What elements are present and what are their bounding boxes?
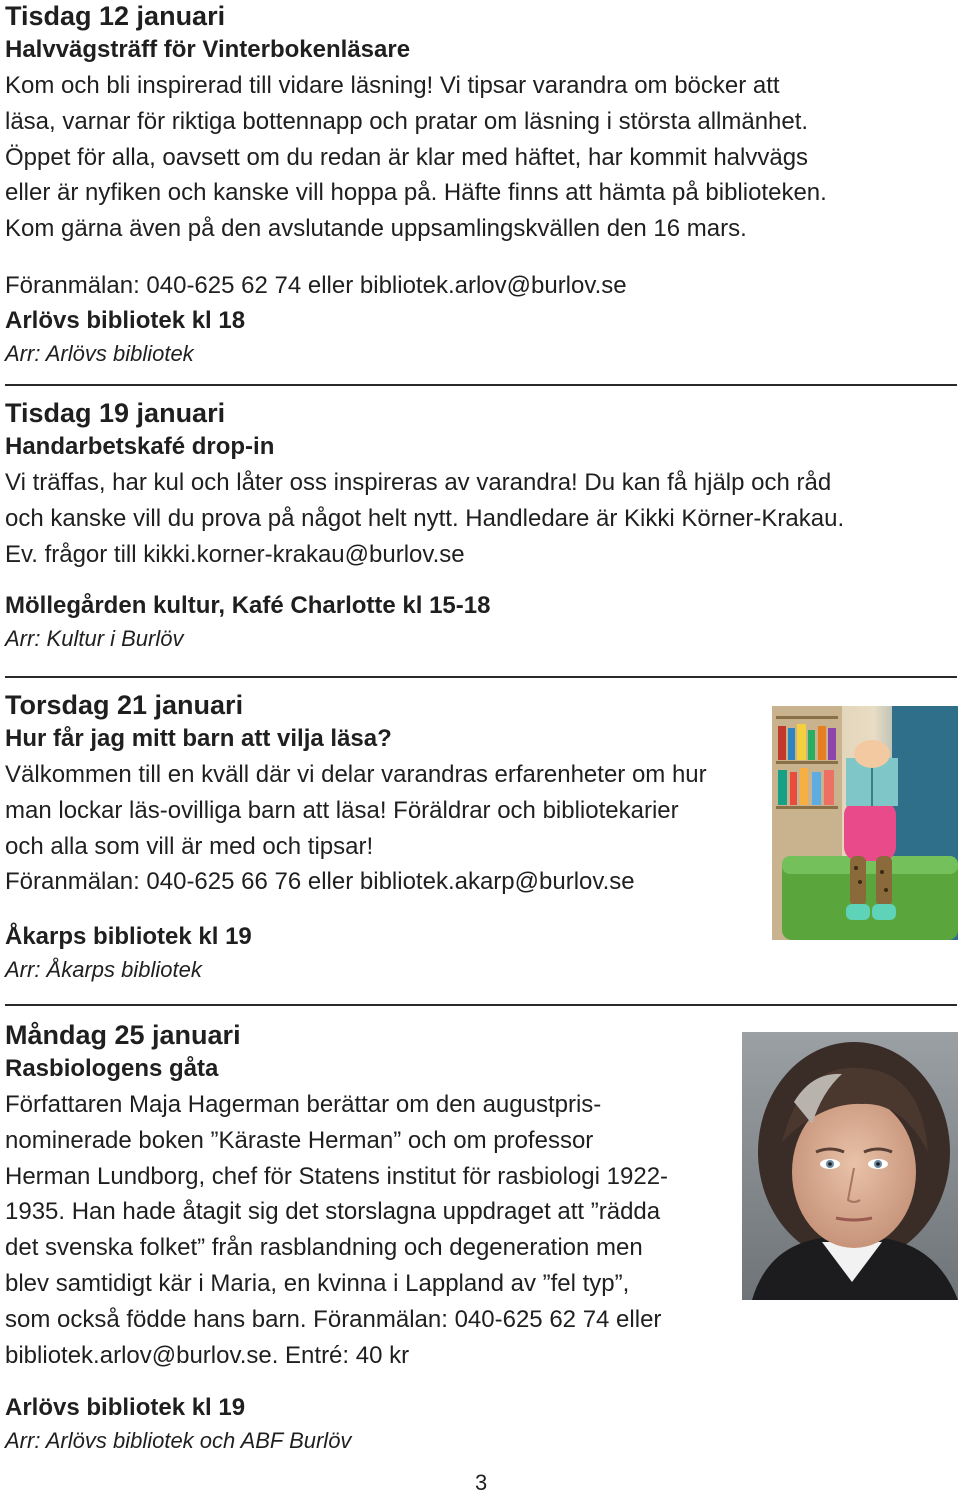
- event-text-line: Ev. frågor till kikki.korner-krakau@burlov.se: [5, 540, 465, 568]
- event-text-line: läsa, varnar för riktiga bottennapp och pratar om läsning i största allmänhet.: [5, 107, 809, 135]
- event-text-line: 1935. Han hade åtagit sig det storslagna uppdraget att ”rädda: [5, 1198, 661, 1226]
- event-text-line: Kom och bli inspirerad till vidare läsning! Vi tipsar varandra om böcker att: [5, 72, 780, 99]
- event-title: Hur får jag mitt barn att vilja läsa?: [5, 725, 392, 752]
- page-number: 3: [475, 1470, 488, 1495]
- event-date: Torsdag 21 januari: [5, 690, 244, 720]
- event-2: [5, 397, 957, 655]
- event-date: Tisdag 19 januari: [5, 398, 226, 428]
- event-text-line: det svenska folket” från rasblandning och degeneration men: [5, 1234, 643, 1262]
- event-description: [5, 1087, 720, 1373]
- event-text-line: Välkommen till en kväll där vi delar varandras erfarenheter om hur: [5, 761, 707, 788]
- event-text-line: Vi träffas, har kul och låter oss inspireras av varandra! Du kan få hjälp och råd: [5, 469, 832, 496]
- event-text-line: blev samtidigt kär i Maria, en kvinna i Lappland av ”fel typ”,: [5, 1269, 630, 1297]
- event-text-line: och alla som vill är med och tipsar!: [5, 832, 374, 860]
- photo-child-reading-image: [772, 706, 958, 940]
- event-text-line: nominerade boken ”Käraste Herman” och om professor: [5, 1126, 594, 1154]
- event-text-line: Föranmälan: 040-625 66 76 eller bibliotek.akarp@burlov.se: [5, 868, 635, 896]
- event-text-line: och kanske vill du prova på något helt nytt. Handledare är Kikki Körner-Krakau.: [5, 504, 845, 532]
- event-title: Rasbiologens gåta: [5, 1055, 219, 1082]
- event-text-line: Författaren Maja Hagerman berättar om den augustpris-: [5, 1091, 602, 1118]
- photo-child-reading: [772, 706, 958, 940]
- event-venue: Arlövs bibliotek kl 19: [5, 1394, 246, 1422]
- event-date: Måndag 25 januari: [5, 1020, 241, 1050]
- event-text-line: eller är nyfiken och kanske vill hoppa på. Häfte finns att hämta på biblioteken.: [5, 179, 827, 207]
- event-organizer: Arr: Arlövs bibliotek och ABF Burlöv: [5, 1428, 352, 1454]
- event-text-line: som också födde hans barn. Föranmälan: 040-625 62 74 eller: [5, 1305, 662, 1333]
- event-text-line: Öppet för alla, oavsett om du redan är klar med häftet, har kommit halvvägs: [5, 143, 809, 171]
- event-text-line: Herman Lundborg, chef för Statens institut för rasbiologi 1922-: [5, 1162, 669, 1190]
- event-date: Tisdag 12 januari: [5, 1, 226, 31]
- event-organizer: Arr: Arlövs bibliotek: [5, 340, 194, 366]
- event-venue: Möllegården kultur, Kafé Charlotte kl 15-18: [5, 592, 491, 620]
- section-divider: [5, 1004, 957, 1006]
- event-venue: Åkarps bibliotek kl 19: [5, 923, 252, 951]
- event-description: [5, 757, 757, 900]
- event-text-line: man lockar läs-ovilliga barn att läsa! Föräldrar och bibliotekarier: [5, 796, 679, 824]
- photo-author-portrait-image: [742, 1032, 958, 1300]
- event-venue: Arlövs bibliotek kl 18: [5, 306, 246, 334]
- event-registration: Föranmälan: 040-625 62 74 eller bibliotek.arlov@burlov.se: [5, 271, 627, 299]
- photo-author-portrait: [742, 1032, 958, 1300]
- section-divider: [5, 384, 957, 386]
- event-text-line: bibliotek.arlov@burlov.se. Entré: 40 kr: [5, 1341, 410, 1369]
- event-title: Handarbetskafé drop-in: [5, 433, 275, 460]
- event-1: [5, 0, 957, 370]
- event-organizer: Arr: Åkarps bibliotek: [5, 957, 202, 983]
- event-organizer: Arr: Kultur i Burlöv: [5, 626, 184, 652]
- event-text-line: Kom gärna även på den avslutande uppsamlingskvällen den 16 mars.: [5, 215, 747, 243]
- event-title: Halvvägsträff för Vinterbokenläsare: [5, 36, 411, 63]
- section-divider: [5, 676, 957, 678]
